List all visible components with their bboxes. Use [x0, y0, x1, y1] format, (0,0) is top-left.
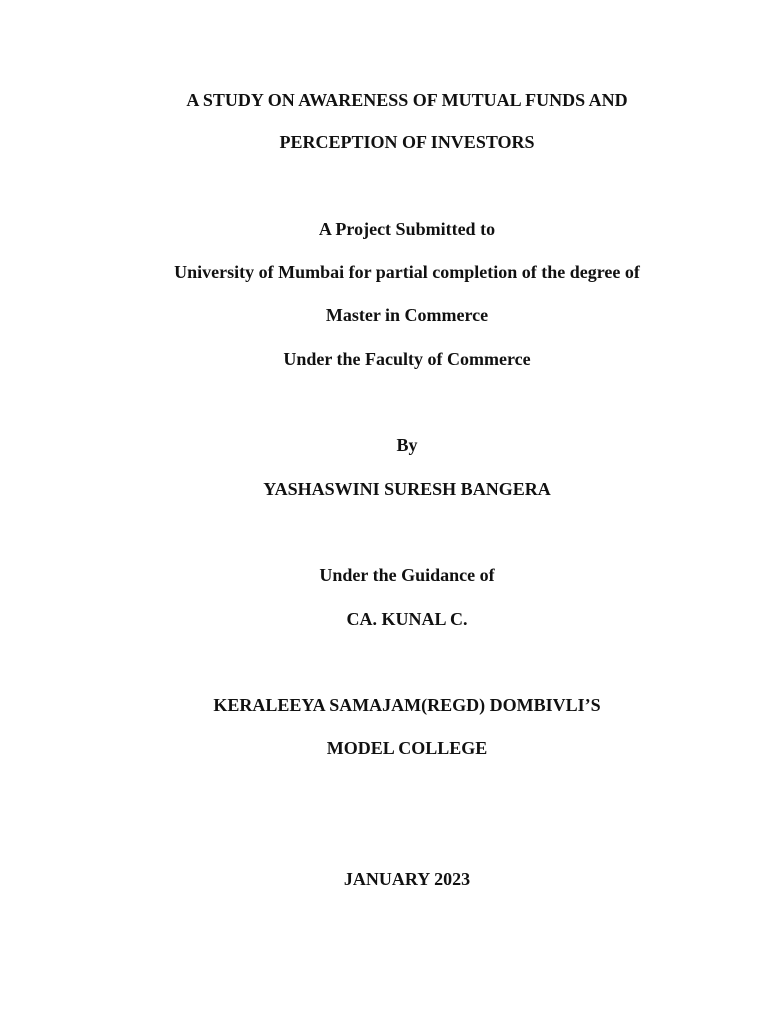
faculty-name: Under the Faculty of Commerce	[283, 349, 531, 369]
college-name-line-2: MODEL COLLEGE	[326, 738, 488, 758]
author-name: YASHASWINI SURESH BANGERA	[263, 479, 551, 499]
guidance-label: Under the Guidance of	[319, 565, 495, 585]
college-name-line-1: KERALEEYA SAMAJAM(REGD) DOMBIVLI’S	[213, 695, 601, 715]
submission-statement: A Project Submitted to	[318, 219, 496, 239]
submission-date: JANUARY 2023	[343, 869, 471, 889]
by-label: By	[396, 435, 418, 455]
university-statement: University of Mumbai for partial completion of the degree of	[174, 262, 640, 282]
degree-name: Master in Commerce	[325, 305, 489, 325]
project-title-line-2: PERCEPTION OF INVESTORS	[279, 132, 535, 152]
guide-name: CA. KUNAL C.	[346, 609, 468, 629]
project-title-line-1: A STUDY ON AWARENESS OF MUTUAL FUNDS AND	[186, 90, 628, 110]
